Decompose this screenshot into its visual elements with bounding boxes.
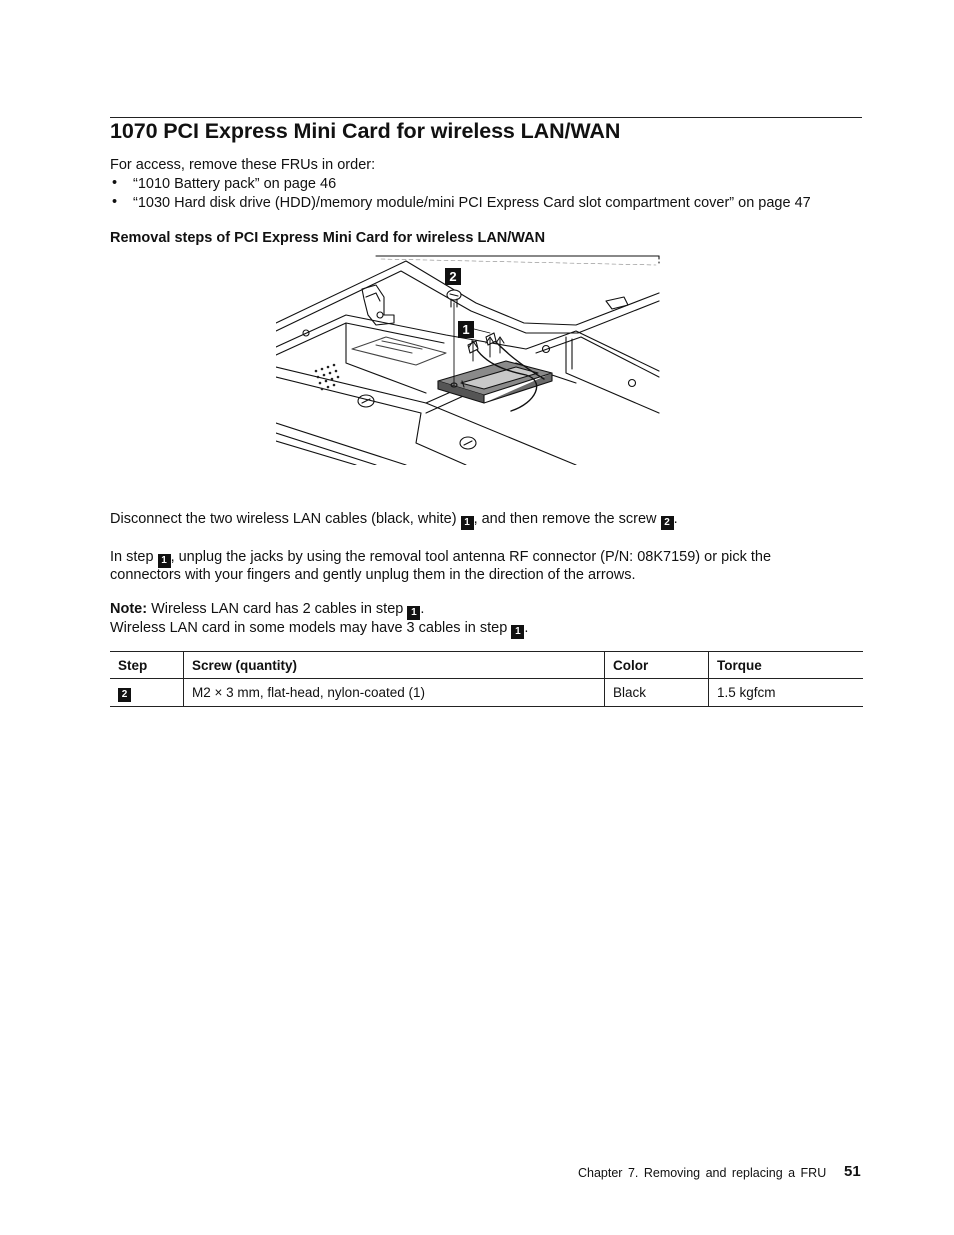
- disconnect-text-part2: , and then remove the screw: [473, 511, 657, 527]
- disconnect-text-part3: .: [673, 511, 678, 527]
- disconnect-step-text: [110, 510, 678, 530]
- access-item-hdd-cover: “1030 Hard disk drive (HDD)/memory module/mini PCI Express Card slot compartment cover” on page 47: [133, 195, 811, 211]
- callout-1-label: [458, 321, 474, 338]
- callout-1-icon: 1: [461, 516, 474, 530]
- table-row: [110, 679, 863, 707]
- callout-1-icon: 1: [407, 606, 420, 620]
- cell-color: Black: [605, 679, 709, 707]
- footer-chapter: Chapter 7. Removing and replacing a FRU: [578, 1166, 827, 1180]
- page-title: 1070 PCI Express Mini Card for wireless LAN/WAN: [110, 119, 621, 143]
- note-line1: [110, 600, 424, 620]
- cell-torque: 1.5 kgfcm: [709, 679, 864, 707]
- column-header-torque: Torque: [709, 652, 864, 679]
- note-text-1: Wireless LAN card has 2 cables in step: [147, 601, 404, 617]
- access-intro: For access, remove these FRUs in order:: [110, 157, 376, 173]
- instruction-text-part1: In step: [110, 549, 154, 565]
- table-header-row: [110, 652, 863, 679]
- column-header-color: Color: [605, 652, 709, 679]
- callout-1-icon: 1: [511, 625, 524, 639]
- removal-heading: Removal steps of PCI Express Mini Card for wireless LAN/WAN: [110, 230, 546, 246]
- mini-card-removal-illustration: [276, 253, 660, 465]
- bullet-icon: •: [112, 194, 118, 210]
- bullet-icon: •: [112, 175, 118, 191]
- cell-step: [110, 679, 184, 707]
- page-number: 51: [844, 1163, 861, 1180]
- note-line2-end: .: [524, 620, 529, 636]
- note-label: Note:: [110, 601, 148, 617]
- note-line2: [110, 619, 528, 639]
- screw-spec-table: [110, 651, 863, 707]
- heading-rule: [110, 117, 862, 118]
- unplug-instruction-line1: [110, 548, 771, 568]
- callout-1-icon: 1: [158, 554, 171, 568]
- column-header-step: Step: [110, 652, 184, 679]
- callout-2-text: 2: [449, 269, 457, 284]
- note-line1-end: .: [420, 601, 425, 617]
- unplug-instruction-line2: connectors with your fingers and gently unplug them in the direction of the arrows.: [110, 567, 636, 583]
- callout-2-label: [445, 268, 461, 285]
- column-header-screw: Screw (quantity): [184, 652, 605, 679]
- callout-2-icon: 2: [661, 516, 674, 530]
- callout-1-text: 1: [462, 322, 470, 337]
- callout-2-icon: 2: [118, 688, 131, 702]
- disconnect-text-part1: Disconnect the two wireless LAN cables (black, white): [110, 511, 457, 527]
- cell-screw: M2 × 3 mm, flat-head, nylon-coated (1): [184, 679, 605, 707]
- instruction-text-part2: , unplug the jacks by using the removal tool antenna RF connector (P/N: 08K7159) or pick the: [170, 549, 772, 565]
- note-text-2: Wireless LAN card in some models may have 3 cables in step: [110, 620, 508, 636]
- access-item-battery: “1010 Battery pack” on page 46: [133, 176, 337, 192]
